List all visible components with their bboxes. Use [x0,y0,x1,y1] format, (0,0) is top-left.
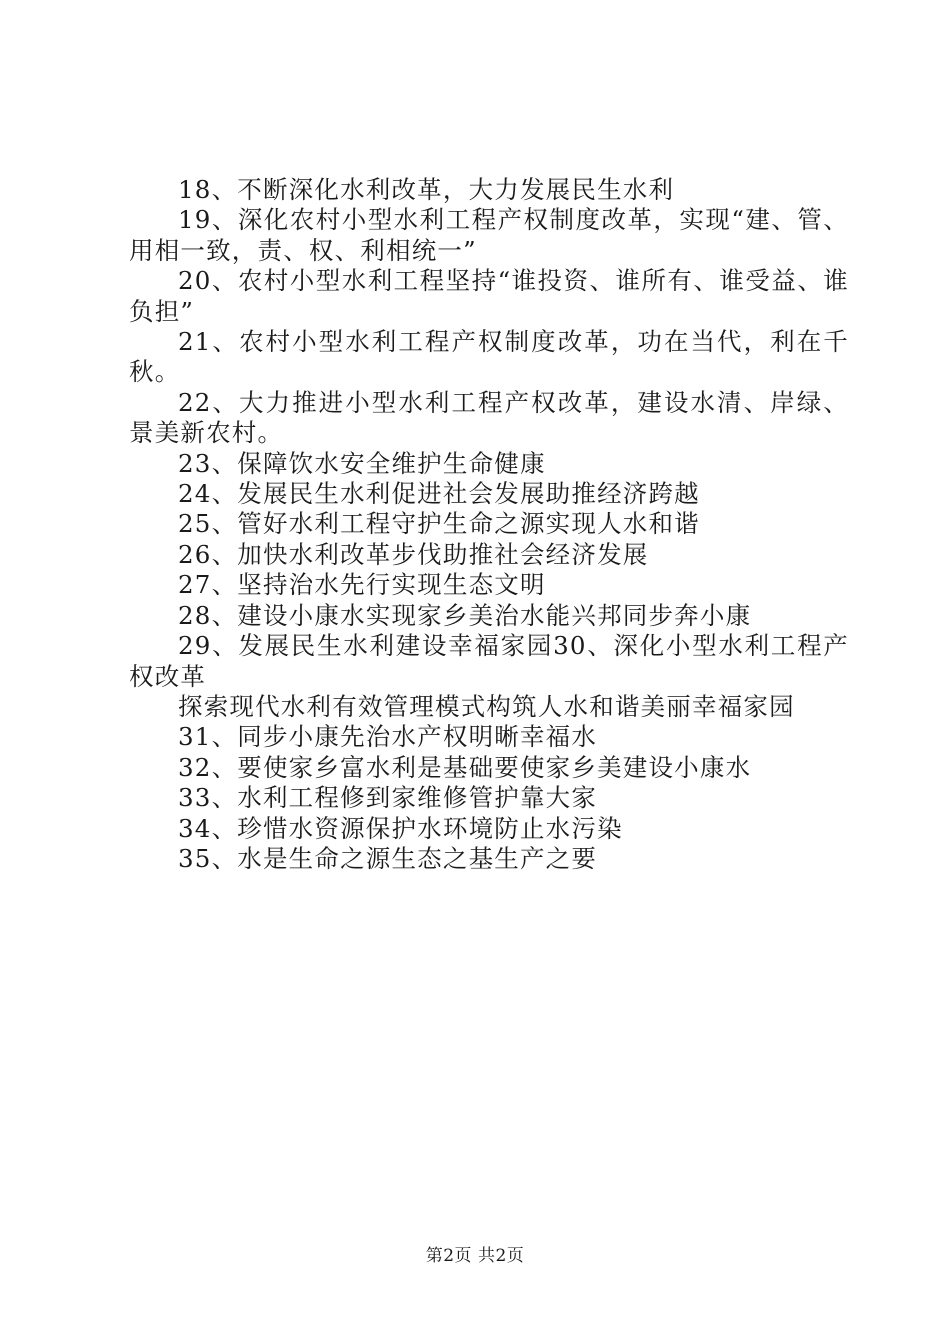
paragraph: 35、水是生命之源生态之基生产之要 [178,843,598,873]
paragraph: 18、不断深化水利改革，大力发展民生水利 [178,175,675,204]
paragraph: 28、建设小康水实现家乡美治水能兴邦同步奔小康 [178,600,752,630]
paragraph: 27、坚持治水先行实现生态文明 [178,570,546,600]
paragraph: 24、发展民生水利促进社会发展助推经济跨越 [178,479,700,509]
paragraph: 25、管好水利工程守护生命之源实现人水和谐 [178,509,700,539]
paragraph: 23、保障饮水安全维护生命健康 [178,448,546,478]
paragraph: 31、同步小康先治水产权明晰幸福水 [178,722,598,752]
paragraph: 33、水利工程修到家维修管护靠大家 [178,783,598,813]
document-body [129,175,849,874]
paragraph: 21、农村小型水利工程产权制度改革，功在当代，利在千秋。 [129,327,849,387]
paragraph: 32、要使家乡富水利是基础要使家乡美建设小康水 [178,752,752,782]
paragraph: 探索现代水利有效管理模式构筑人水和谐美丽幸福家园 [178,691,795,721]
paragraph: 26、加快水利改革步伐助推社会经济发展 [178,539,649,569]
paragraph: 29、发展民生水利建设幸福家园30、深化小型水利工程产权改革 [129,631,849,691]
paragraph: 20、农村小型水利工程坚持“谁投资、谁所有、谁受益、谁负担” [129,266,849,326]
paragraph: 19、深化农村小型水利工程产权制度改革，实现“建、管、用相一致，责、权、利相统一” [129,205,849,265]
paragraph: 22、大力推进小型水利工程产权改革，建设水清、岸绿、景美新农村。 [129,387,849,448]
page-footer: 第2页 共2页 [425,1246,525,1266]
paragraph: 34、珍惜水资源保护水环境防止水污染 [178,813,623,843]
